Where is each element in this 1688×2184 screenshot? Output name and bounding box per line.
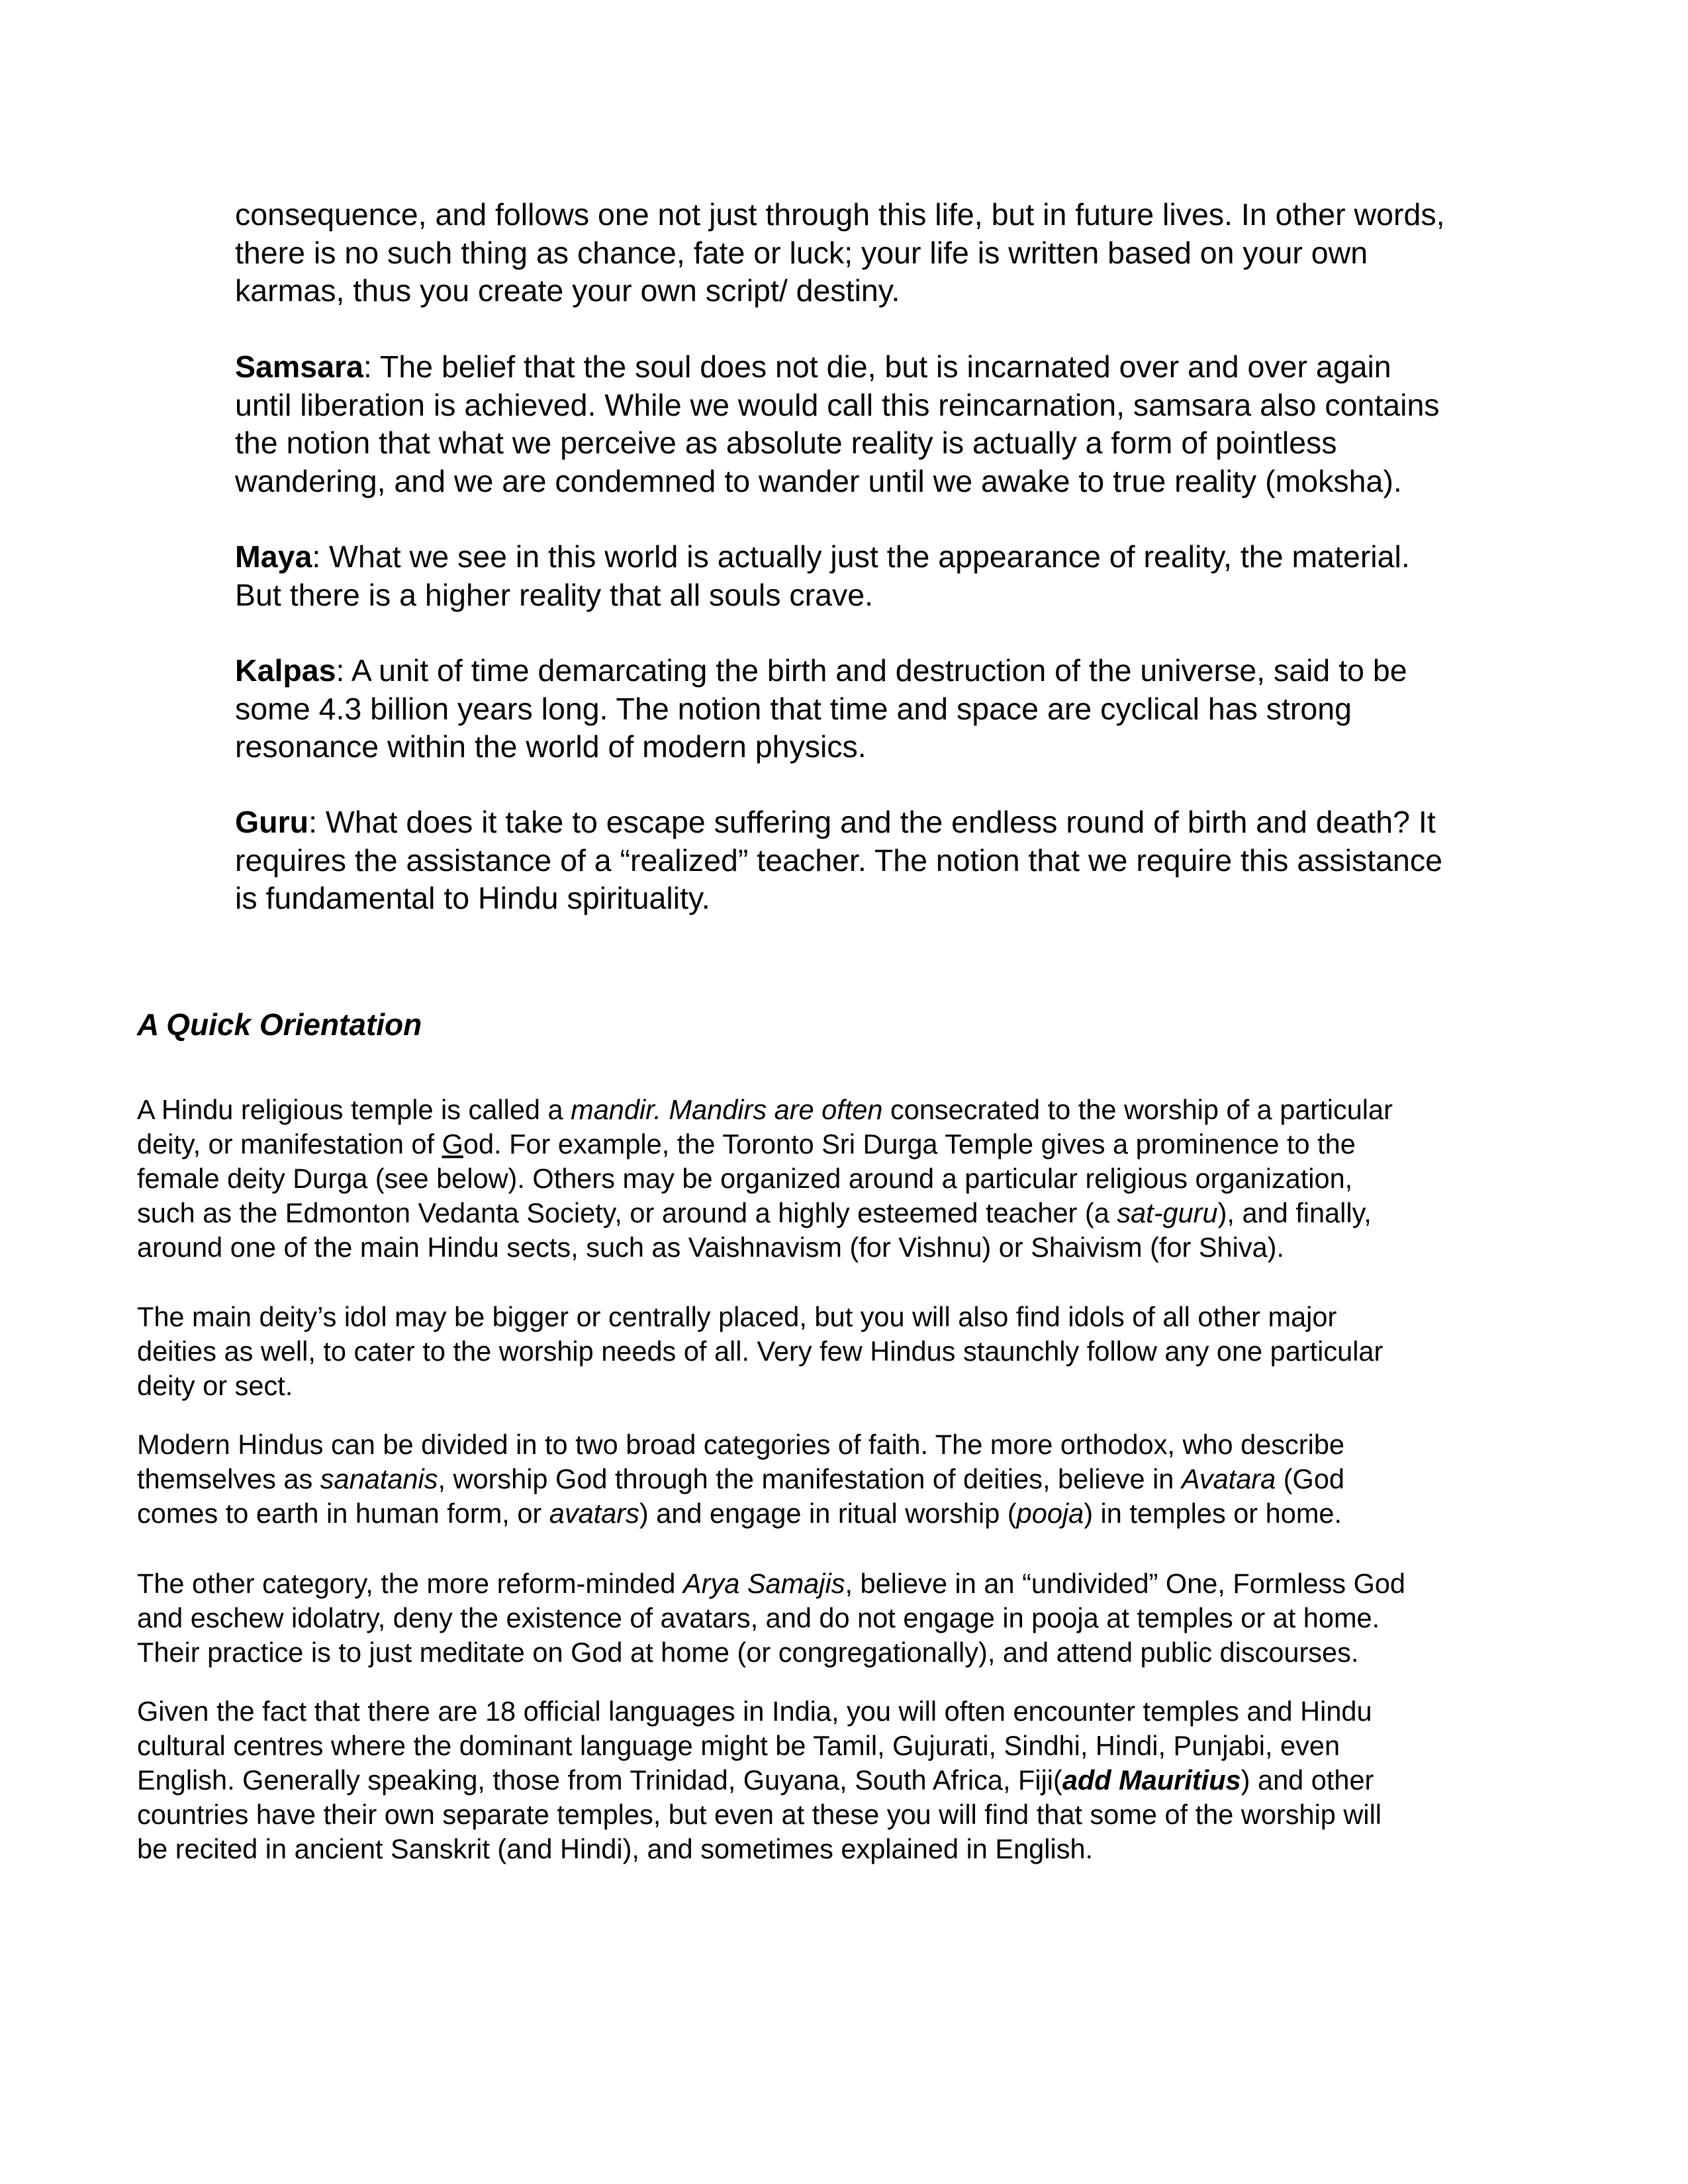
karma-continuation-text: consequence, and follows one not just through this life, but in future lives. In other words, there is no such thing as chance, fate or luck; your life is written based on your own karmas, thus you create your own script/ destiny. [235,197,1445,308]
categories-paragraph [137,1428,1554,1531]
reform-paragraph [137,1567,1554,1670]
maya-term: Maya [235,539,312,574]
maya-definition [235,538,1552,614]
sat-guru-term: sat-guru [1117,1197,1218,1228]
temple-text-4: ), and finally, around one of the main Hindu sects, such as Vaishnavism (for Vishnu) or Shaivism (for Shiva). [137,1197,1372,1263]
samsara-definition [235,348,1552,500]
maya-text: : What we see in this world is actually just the appearance of reality, the material. But there is a higher reality that all souls crave. [235,539,1410,612]
pooja-term: pooja [1016,1498,1084,1529]
deity-text: The main deity’s idol may be bigger or centrally placed, but you will also find idols of all other major deities as well, to cater to the worship needs of all. Very few Hindus staunchly follow any one particular deity or sect. [137,1301,1383,1401]
temple-text-2: consecrated to the worship of a particular deity, or manifestation of [137,1094,1393,1160]
temple-text-3: od. For example, the Toronto Sri Durga Temple gives a prominence to the female deity Durga (see below). Others may be organized around a particular religious organization, such as the Edmonton Vedanta Society, or around a highly esteemed teacher (a [137,1128,1356,1228]
languages-paragraph [137,1694,1554,1866]
temple-paragraph [137,1093,1554,1265]
kalpas-definition [235,652,1552,766]
avatars-term: avatars [549,1498,639,1529]
reform-text-1: The other category, the more reform-minded [137,1568,683,1599]
kalpas-text: : A unit of time demarcating the birth and destruction of the universe, said to be some 4.3 billion years long. The notion that time and space are cyclical has strong resonance within the world of modern physics. [235,653,1407,764]
languages-text-1: Given the fact that there are 18 official languages in India, you will often encounter temples and Hindu cultural centres where the dominant language might be Tamil, Gujurati, Sindhi, Hindi, Punjabi, even English. Generally speaking, those from Trinidad, Guyana, South Africa, Fiji( [137,1696,1372,1796]
categories-text-1: Modern Hindus can be divided in to two broad categories of faith. The more orthodox, who describe themselves as [137,1429,1344,1494]
guru-definition [235,803,1552,918]
kalpas-term: Kalpas [235,653,336,688]
editor-note: add Mauritius [1062,1764,1241,1796]
mandir-term: mandir. Mandirs are often [571,1094,883,1125]
languages-text-2: ) and other countries have their own separate temples, but even at these you will find that some of the worship will be recited in ancient Sanskrit (and Hindi), and sometimes explained in English. [137,1764,1382,1864]
categories-text-2: , worship God through the manifestation of deities, believe in [438,1463,1182,1494]
sanatanis-term: sanatanis [320,1463,438,1494]
arya-samajis-term: Arya Samajis [682,1568,845,1599]
guru-term: Guru [235,805,309,839]
underlined-letter: G [442,1128,463,1160]
categories-text-3: (God comes to earth in human form, or [137,1463,1344,1529]
categories-text-5: ) in temples or home. [1084,1498,1342,1529]
karma-continuation-paragraph [235,196,1552,310]
samsara-term: Samsara [235,349,363,384]
deity-paragraph [137,1300,1554,1403]
reform-text-2: , believe in an “undivided” One, Formless God and eschew idolatry, deny the existence of avatars, and do not engage in pooja at temples or at home. Their practice is to just meditate on God at home (or congregationally), and attend public discourses. [137,1568,1406,1668]
categories-text-4: ) and engage in ritual worship ( [639,1498,1017,1529]
avatara-term: Avatara [1181,1463,1276,1494]
guru-text: : What does it take to escape suffering and the endless round of birth and death? It requires the assistance of a “realized” teacher. The notion that we require this assistance is fundamental to Hindu spirituality. [235,805,1442,915]
section-heading: A Quick Orientation [137,1007,422,1042]
samsara-text: : The belief that the soul does not die, but is incarnated over and over again until liberation is achieved. While we would call this reincarnation, samsara also contains the notion that what we perceive as absolute reality is actually a form of pointless wandering, and we are condemned to wander until we awake to true reality (moksha). [235,349,1440,498]
temple-text-1: A Hindu religious temple is called a [137,1094,571,1125]
